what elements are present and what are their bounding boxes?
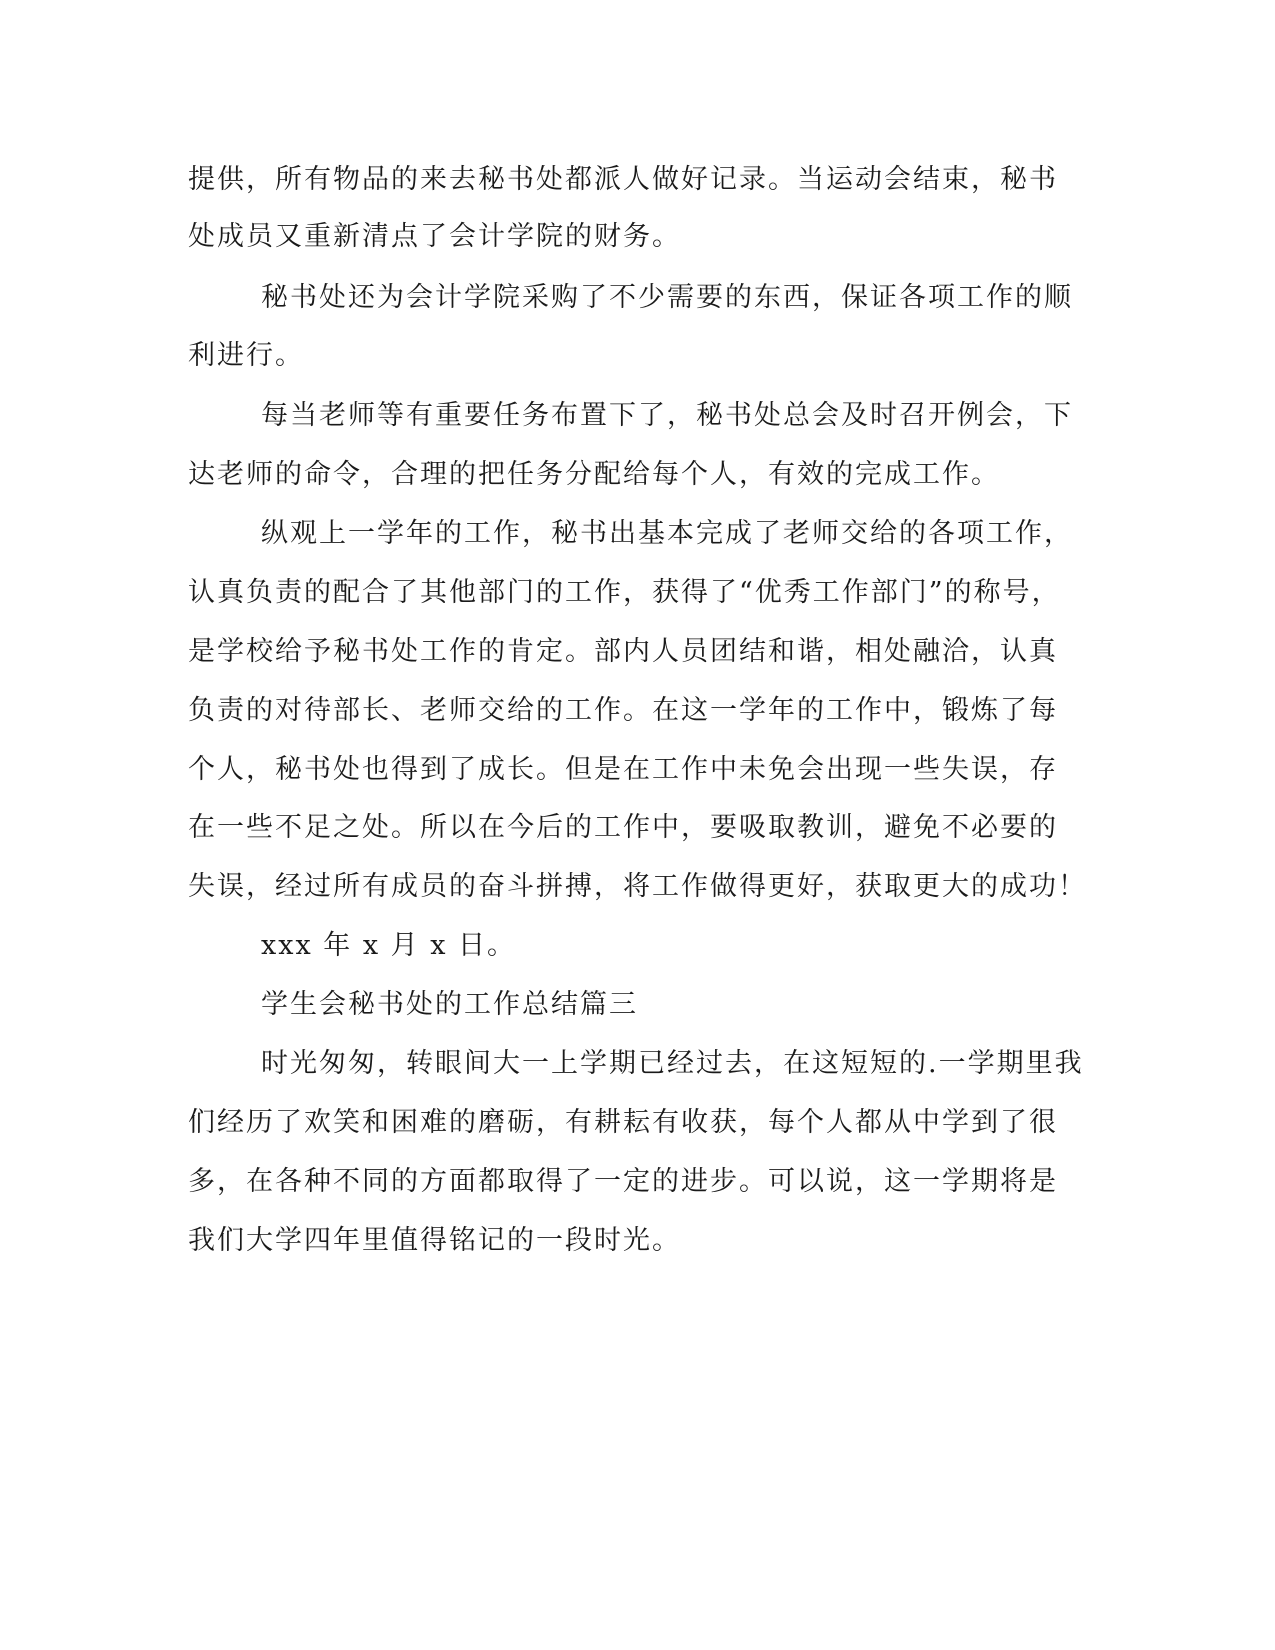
text-line: 多，在各种不同的方面都取得了一定的进步。可以说，这一学期将是 bbox=[188, 1166, 1058, 1197]
section-heading: 学生会秘书处的工作总结篇三 bbox=[261, 989, 638, 1020]
paragraph-start-line: 每当老师等有重要任务布置下了，秘书处总会及时召开例会，下 bbox=[261, 400, 1073, 431]
text-line: 个人，秘书处也得到了成长。但是在工作中未免会出现一些失误，存 bbox=[188, 754, 1058, 785]
text-line: 失误，经过所有成员的奋斗拼搏，将工作做得更好，获取更大的成功！ bbox=[188, 871, 1087, 902]
text-line: 们经历了欢笑和困难的磨砺，有耕耘有收获，每个人都从中学到了很 bbox=[188, 1107, 1058, 1138]
text-line: 达老师的命令，合理的把任务分配给每个人，有效的完成工作。 bbox=[188, 459, 1000, 490]
text-line: 利进行。 bbox=[188, 340, 304, 371]
paragraph-start-line: 时光匆匆，转眼间大一上学期已经过去，在这短短的.一学期里我 bbox=[261, 1048, 1084, 1079]
text-line: 在一些不足之处。所以在今后的工作中，要吸取教训，避免不必要的 bbox=[188, 812, 1058, 843]
text-line: 负责的对待部长、老师交给的工作。在这一学年的工作中，锻炼了每 bbox=[188, 695, 1058, 726]
paragraph-start-line: 纵观上一学年的工作，秘书出基本完成了老师交给的各项工作， bbox=[261, 518, 1073, 549]
text-line: 我们大学四年里值得铭记的一段时光。 bbox=[188, 1225, 681, 1256]
text-line: 提供，所有物品的来去秘书处都派人做好记录。当运动会结束，秘书 bbox=[188, 164, 1058, 195]
text-line: 是学校给予秘书处工作的肯定。部内人员团结和谐，相处融洽，认真 bbox=[188, 636, 1058, 667]
text-line: 处成员又重新清点了会计学院的财务。 bbox=[188, 221, 681, 252]
date-line: xxx 年 x 月 x 日。 bbox=[261, 930, 517, 961]
text-line: 认真负责的配合了其他部门的工作，获得了“优秀工作部门”的称号， bbox=[188, 577, 1061, 608]
paragraph-start-line: 秘书处还为会计学院采购了不少需要的东西，保证各项工作的顺 bbox=[261, 282, 1073, 313]
